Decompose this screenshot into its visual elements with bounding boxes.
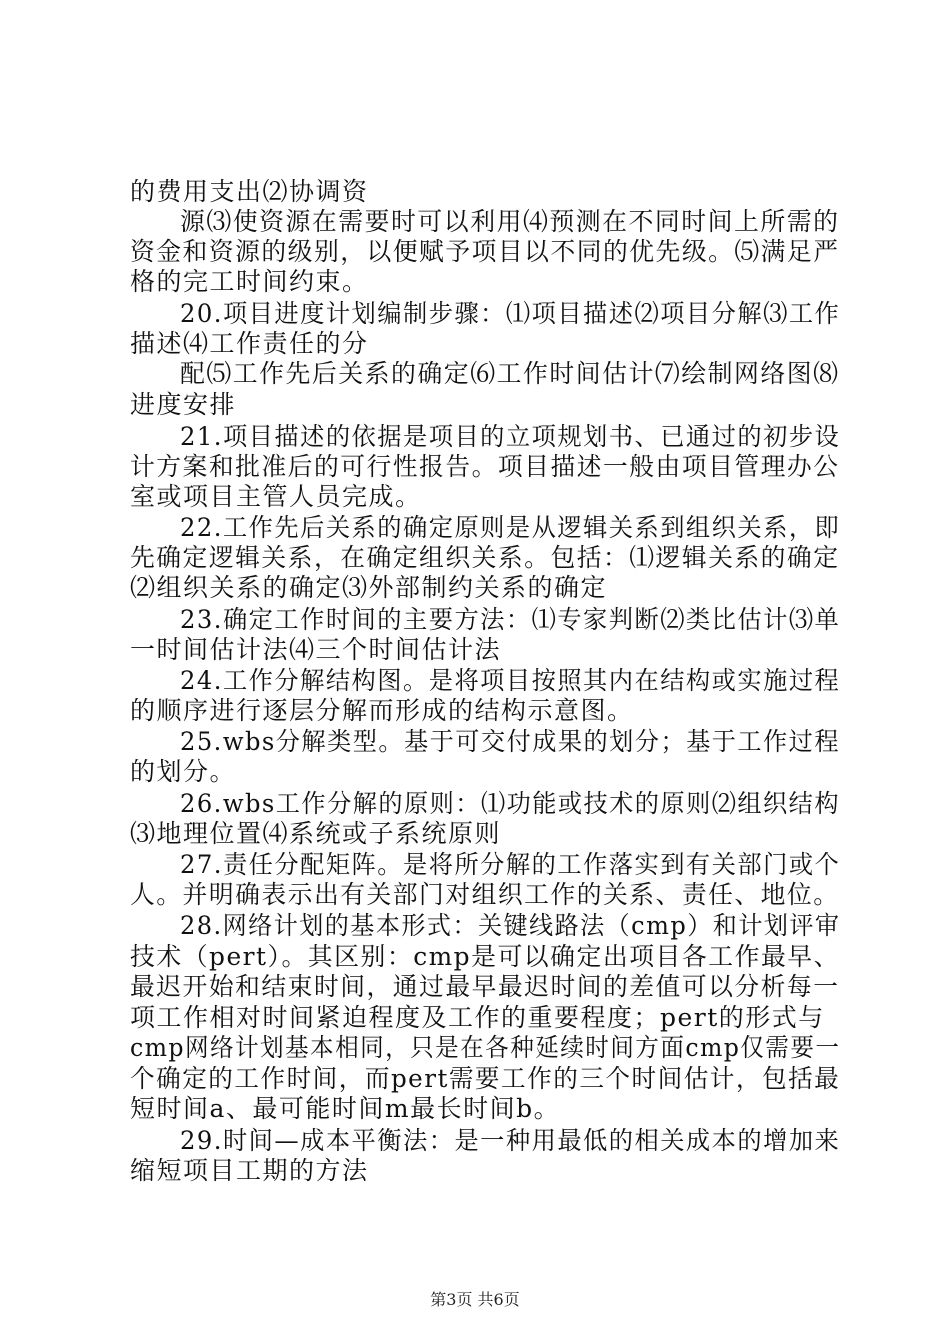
text-line: 25.wbs分解类型。基于可交付成果的划分；基于工作过程 [180,727,840,756]
text-line: 22.工作先后关系的确定原则是从逻辑关系到组织关系，即 [180,513,841,542]
text-line: 一时间估计法⑷三个时间估计法 [130,635,502,664]
text-line: 23.确定工作时间的主要方法：⑴专家判断⑵类比估计⑶单 [180,605,841,634]
text-line: 缩短项目工期的方法 [130,1156,369,1185]
text-line: 源⑶使资源在需要时可以利用⑷预测在不同时间上所需的 [180,207,840,236]
text-line: ⑶地理位置⑷系统或子系统原则 [130,819,502,848]
text-line: ⑵组织关系的确定⑶外部制约关系的确定 [130,573,608,602]
text-line: 室或项目主管人员完成。 [130,482,422,511]
text-line: 28.网络计划的基本形式：关键线路法（cmp）和计划评审 [180,911,841,940]
text-line: 29.时间—成本平衡法：是一种用最低的相关成本的增加来 [180,1126,841,1155]
text-line: 计方案和批准后的可行性报告。项目描述一般由项目管理办公 [130,452,840,481]
text-line: 项工作相对时间紧迫程度及工作的重要程度；pert的形式与 [130,1003,825,1032]
page-footer: 第3页 共6页 [430,1290,520,1309]
text-line: 资金和资源的级别，以便赋予项目以不同的优先级。⑸满足严 [130,237,840,266]
text-line: 26.wbs工作分解的原则：⑴功能或技术的原则⑵组织结构 [180,789,840,818]
text-line: 描述⑷工作责任的分 [130,329,369,358]
text-line: 最迟开始和结束时间，通过最早最迟时间的差值可以分析每一 [130,972,840,1001]
text-line: 进度安排 [130,390,237,419]
text-line: 格的完工时间约束。 [130,267,369,296]
text-line: 短时间a、最可能时间m最长时间b。 [130,1094,561,1123]
text-line: 的顺序进行逐层分解而形成的结构示意图。 [130,696,634,725]
text-line: 人。并明确表示出有关部门对组织工作的关系、责任、地位。 [130,880,840,909]
text-line: 的划分。 [130,757,237,786]
text-line: 27.责任分配矩阵。是将所分解的工作落实到有关部门或个 [180,850,841,879]
text-line: 技术（pert）。其区别：cmp是可以确定出项目各工作最早、 [130,942,841,971]
text-line: 20.项目进度计划编制步骤：⑴项目描述⑵项目分解⑶工作 [180,299,841,328]
text-line: 先确定逻辑关系，在确定组织关系。包括：⑴逻辑关系的确定 [130,543,840,572]
text-line: 21.项目描述的依据是项目的立项规划书、已通过的初步设 [180,422,841,451]
text-line: 24.工作分解结构图。是将项目按照其内在结构或实施过程 [180,666,841,695]
text-line: 配⑸工作先后关系的确定⑹工作时间估计⑺绘制网络图⑻ [180,359,840,388]
text-line: 的费用支出⑵协调资 [130,177,369,206]
text-line: 个确定的工作时间，而pert需要工作的三个时间估计，包括最 [130,1064,841,1093]
text-line: cmp网络计划基本相同，只是在各种延续时间方面cmp仅需要一 [130,1033,841,1062]
